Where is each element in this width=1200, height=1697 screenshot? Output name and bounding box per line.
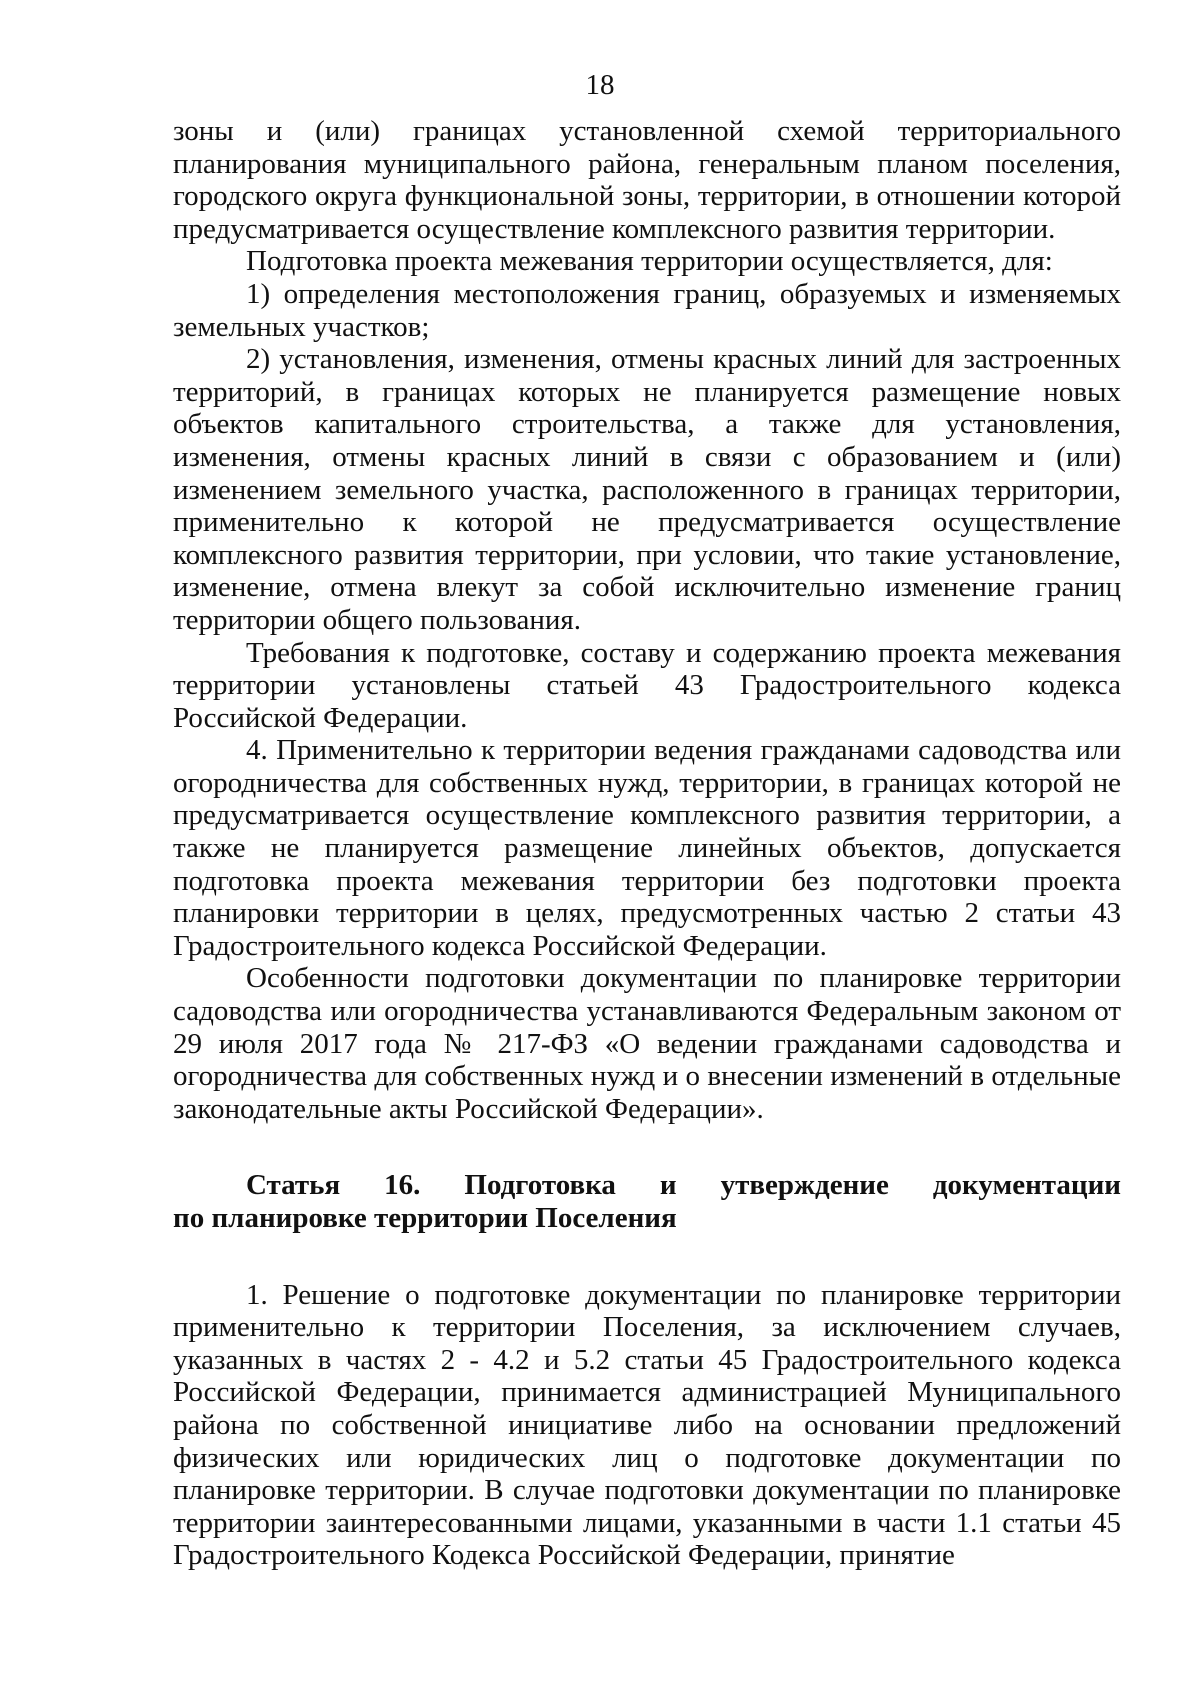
paragraph-item-4: 4. Применительно к территории ведения гражданами садоводства или огородничества для собственных нужд, территории, в границах которой не предусматривается осуществление комплексного развития территории, а также не планируется размещение линейных объектов, допускается подготовка проекта межевания территории без подготовки проекта планировки территории в целях, предусмотренных частью 2 статьи 43 Градостроительного кодекса Российской Федерации. xyxy=(173,734,1121,962)
page-number: 18 xyxy=(585,69,615,101)
paragraph-requirements: Требования к подготовке, составу и содержанию проекта межевания территории установлены статьей 43 Градостроительного кодекса Российской Федерации. xyxy=(173,636,1121,734)
article-heading xyxy=(173,1169,1121,1234)
list-item-1: 1) определения местоположения границ, образуемых и изменяемых земельных участков; xyxy=(173,277,1121,343)
article-heading-line2: по планировке территории Поселения xyxy=(173,1202,677,1234)
article-heading-line1: Статья 16. Подготовка и утверждение документации xyxy=(246,1169,1121,1202)
list-item-2: 2) установления, изменения, отмены красных линий для застроенных территорий, в границах которых не планируется размещение новых объектов капитального строительства, а также для установления, изменения, отмены красных линий в связи с образованием и (или) изменением земельного участка, расположенного в границах территории, применительно к которой не предусматривается осуществление комплексного развития территории, при условии, что такие установление, изменение, отмена влекут за собой исключительно изменение границ территории общего пользования. xyxy=(173,343,1121,636)
paragraph-continuation: зоны и (или) границах установленной схемой территориального планирования муниципального района, генеральным планом поселения, городского округа функциональной зоны, территории, в отношении которой предусматривается осуществление комплексного развития территории. xyxy=(173,115,1121,245)
document-body xyxy=(173,115,1121,1572)
paragraph-survey-purpose: Подготовка проекта межевания территории осуществляется, для: xyxy=(246,245,1053,278)
paragraph-features: Особенности подготовки документации по планировке территории садоводства или огородничества устанавливаются Федеральным законом от 29 июля 2017 года № 217-ФЗ «О ведении гражданами садоводства и огородничества для собственных нужд и о внесении изменений в отдельные законодательные акты Российской Федерации». xyxy=(173,962,1121,1125)
paragraph-decision: 1. Решение о подготовке документации по планировке территории применительно к территории Поселения, за исключением случаев, указанных в частях 2 - 4.2 и 5.2 статьи 45 Градостроительного кодекса Российской Федерации, принимается администрацией Муниципального района по собственной инициативе либо на основании предложений физических или юридических лиц о подготовке документации по планировке территории. В случае подготовки документации по планировке территории заинтересованными лицами, указанными в части 1.1 статьи 45 Градостроительного Кодекса Российской Федерации, принятие xyxy=(173,1278,1121,1572)
